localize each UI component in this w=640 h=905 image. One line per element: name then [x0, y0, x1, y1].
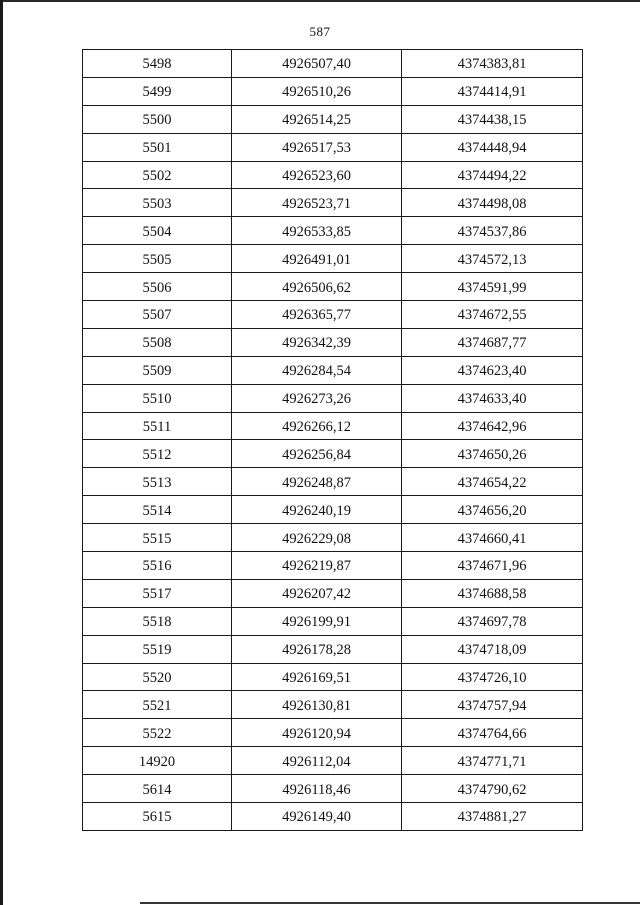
point-number-cell: 5509 — [82, 357, 231, 384]
point-number-cell: 5520 — [82, 664, 231, 691]
x-coordinate-cell: 4926517,53 — [231, 134, 401, 161]
y-coordinate-cell: 4374881,27 — [401, 803, 583, 830]
point-number-cell: 5517 — [82, 580, 231, 607]
y-coordinate-cell: 4374623,40 — [401, 357, 583, 384]
x-coordinate-cell: 4926118,46 — [231, 775, 401, 802]
scan-left-edge — [0, 0, 3, 905]
table-row — [82, 106, 583, 134]
y-coordinate-cell: 4374771,71 — [401, 747, 583, 774]
x-coordinate-cell: 4926169,51 — [231, 664, 401, 691]
point-number-cell: 5505 — [82, 245, 231, 272]
table-row — [82, 385, 583, 413]
x-coordinate-cell: 4926229,08 — [231, 524, 401, 551]
point-number-cell: 5516 — [82, 552, 231, 579]
x-coordinate-cell: 4926149,40 — [231, 803, 401, 830]
table-row — [82, 50, 583, 78]
point-number-cell: 5513 — [82, 468, 231, 495]
point-number-cell: 5506 — [82, 273, 231, 300]
x-coordinate-cell: 4926266,12 — [231, 413, 401, 440]
x-coordinate-cell: 4926199,91 — [231, 608, 401, 635]
point-number-cell: 5522 — [82, 719, 231, 746]
y-coordinate-cell: 4374633,40 — [401, 385, 583, 412]
table-row — [82, 189, 583, 217]
table-row — [82, 775, 583, 803]
y-coordinate-cell: 4374414,91 — [401, 78, 583, 105]
table-row — [82, 329, 583, 357]
x-coordinate-cell: 4926130,81 — [231, 691, 401, 718]
table-row — [82, 357, 583, 385]
y-coordinate-cell: 4374572,13 — [401, 245, 583, 272]
x-coordinate-cell: 4926523,71 — [231, 189, 401, 216]
y-coordinate-cell: 4374790,62 — [401, 775, 583, 802]
point-number-cell: 5504 — [82, 217, 231, 244]
table-row — [82, 524, 583, 552]
table-row — [82, 747, 583, 775]
scan-bottom-edge — [140, 902, 640, 904]
y-coordinate-cell: 4374448,94 — [401, 134, 583, 161]
point-number-cell: 5501 — [82, 134, 231, 161]
point-number-cell: 5514 — [82, 496, 231, 523]
y-coordinate-cell: 4374656,20 — [401, 496, 583, 523]
point-number-cell: 5512 — [82, 440, 231, 467]
table-row — [82, 468, 583, 496]
x-coordinate-cell: 4926178,28 — [231, 636, 401, 663]
y-coordinate-cell: 4374687,77 — [401, 329, 583, 356]
table-row — [82, 664, 583, 692]
point-number-cell: 5511 — [82, 413, 231, 440]
y-coordinate-cell: 4374383,81 — [401, 50, 583, 77]
table-row — [82, 608, 583, 636]
point-number-cell: 5519 — [82, 636, 231, 663]
table-row — [82, 691, 583, 719]
x-coordinate-cell: 4926273,26 — [231, 385, 401, 412]
page-number: 587 — [309, 24, 331, 39]
x-coordinate-cell: 4926240,19 — [231, 496, 401, 523]
x-coordinate-cell: 4926284,54 — [231, 357, 401, 384]
y-coordinate-cell: 4374660,41 — [401, 524, 583, 551]
point-number-cell: 5508 — [82, 329, 231, 356]
x-coordinate-cell: 4926365,77 — [231, 301, 401, 328]
table-row — [82, 552, 583, 580]
table-row — [82, 413, 583, 441]
point-number-cell: 5615 — [82, 803, 231, 830]
x-coordinate-cell: 4926523,60 — [231, 162, 401, 189]
coordinates-table — [82, 49, 583, 831]
x-coordinate-cell: 4926342,39 — [231, 329, 401, 356]
y-coordinate-cell: 4374718,09 — [401, 636, 583, 663]
y-coordinate-cell: 4374438,15 — [401, 106, 583, 133]
point-number-cell: 5502 — [82, 162, 231, 189]
table-row — [82, 134, 583, 162]
table-row — [82, 78, 583, 106]
point-number-cell: 5518 — [82, 608, 231, 635]
y-coordinate-cell: 4374671,96 — [401, 552, 583, 579]
point-number-cell: 14920 — [82, 747, 231, 774]
y-coordinate-cell: 4374498,08 — [401, 189, 583, 216]
point-number-cell: 5499 — [82, 78, 231, 105]
table-row — [82, 245, 583, 273]
point-number-cell: 5515 — [82, 524, 231, 551]
table-row — [82, 636, 583, 664]
point-number-cell: 5503 — [82, 189, 231, 216]
x-coordinate-cell: 4926533,85 — [231, 217, 401, 244]
y-coordinate-cell: 4374688,58 — [401, 580, 583, 607]
x-coordinate-cell: 4926507,40 — [231, 50, 401, 77]
x-coordinate-cell: 4926510,26 — [231, 78, 401, 105]
table-row — [82, 273, 583, 301]
x-coordinate-cell: 4926506,62 — [231, 273, 401, 300]
y-coordinate-cell: 4374764,66 — [401, 719, 583, 746]
table-row — [82, 803, 583, 831]
y-coordinate-cell: 4374757,94 — [401, 691, 583, 718]
table-row — [82, 217, 583, 245]
y-coordinate-cell: 4374537,86 — [401, 217, 583, 244]
table-row — [82, 440, 583, 468]
point-number-cell: 5498 — [82, 50, 231, 77]
point-number-cell: 5510 — [82, 385, 231, 412]
y-coordinate-cell: 4374672,55 — [401, 301, 583, 328]
scan-top-edge — [0, 0, 640, 2]
y-coordinate-cell: 4374697,78 — [401, 608, 583, 635]
x-coordinate-cell: 4926112,04 — [231, 747, 401, 774]
x-coordinate-cell: 4926491,01 — [231, 245, 401, 272]
point-number-cell: 5500 — [82, 106, 231, 133]
y-coordinate-cell: 4374642,96 — [401, 413, 583, 440]
table-row — [82, 719, 583, 747]
x-coordinate-cell: 4926207,42 — [231, 580, 401, 607]
x-coordinate-cell: 4926219,87 — [231, 552, 401, 579]
point-number-cell: 5507 — [82, 301, 231, 328]
x-coordinate-cell: 4926120,94 — [231, 719, 401, 746]
y-coordinate-cell: 4374591,99 — [401, 273, 583, 300]
point-number-cell: 5521 — [82, 691, 231, 718]
table-row — [82, 496, 583, 524]
y-coordinate-cell: 4374726,10 — [401, 664, 583, 691]
y-coordinate-cell: 4374494,22 — [401, 162, 583, 189]
point-number-cell: 5614 — [82, 775, 231, 802]
x-coordinate-cell: 4926256,84 — [231, 440, 401, 467]
y-coordinate-cell: 4374654,22 — [401, 468, 583, 495]
x-coordinate-cell: 4926514,25 — [231, 106, 401, 133]
x-coordinate-cell: 4926248,87 — [231, 468, 401, 495]
y-coordinate-cell: 4374650,26 — [401, 440, 583, 467]
table-row — [82, 301, 583, 329]
table-row — [82, 580, 583, 608]
table-row — [82, 162, 583, 190]
